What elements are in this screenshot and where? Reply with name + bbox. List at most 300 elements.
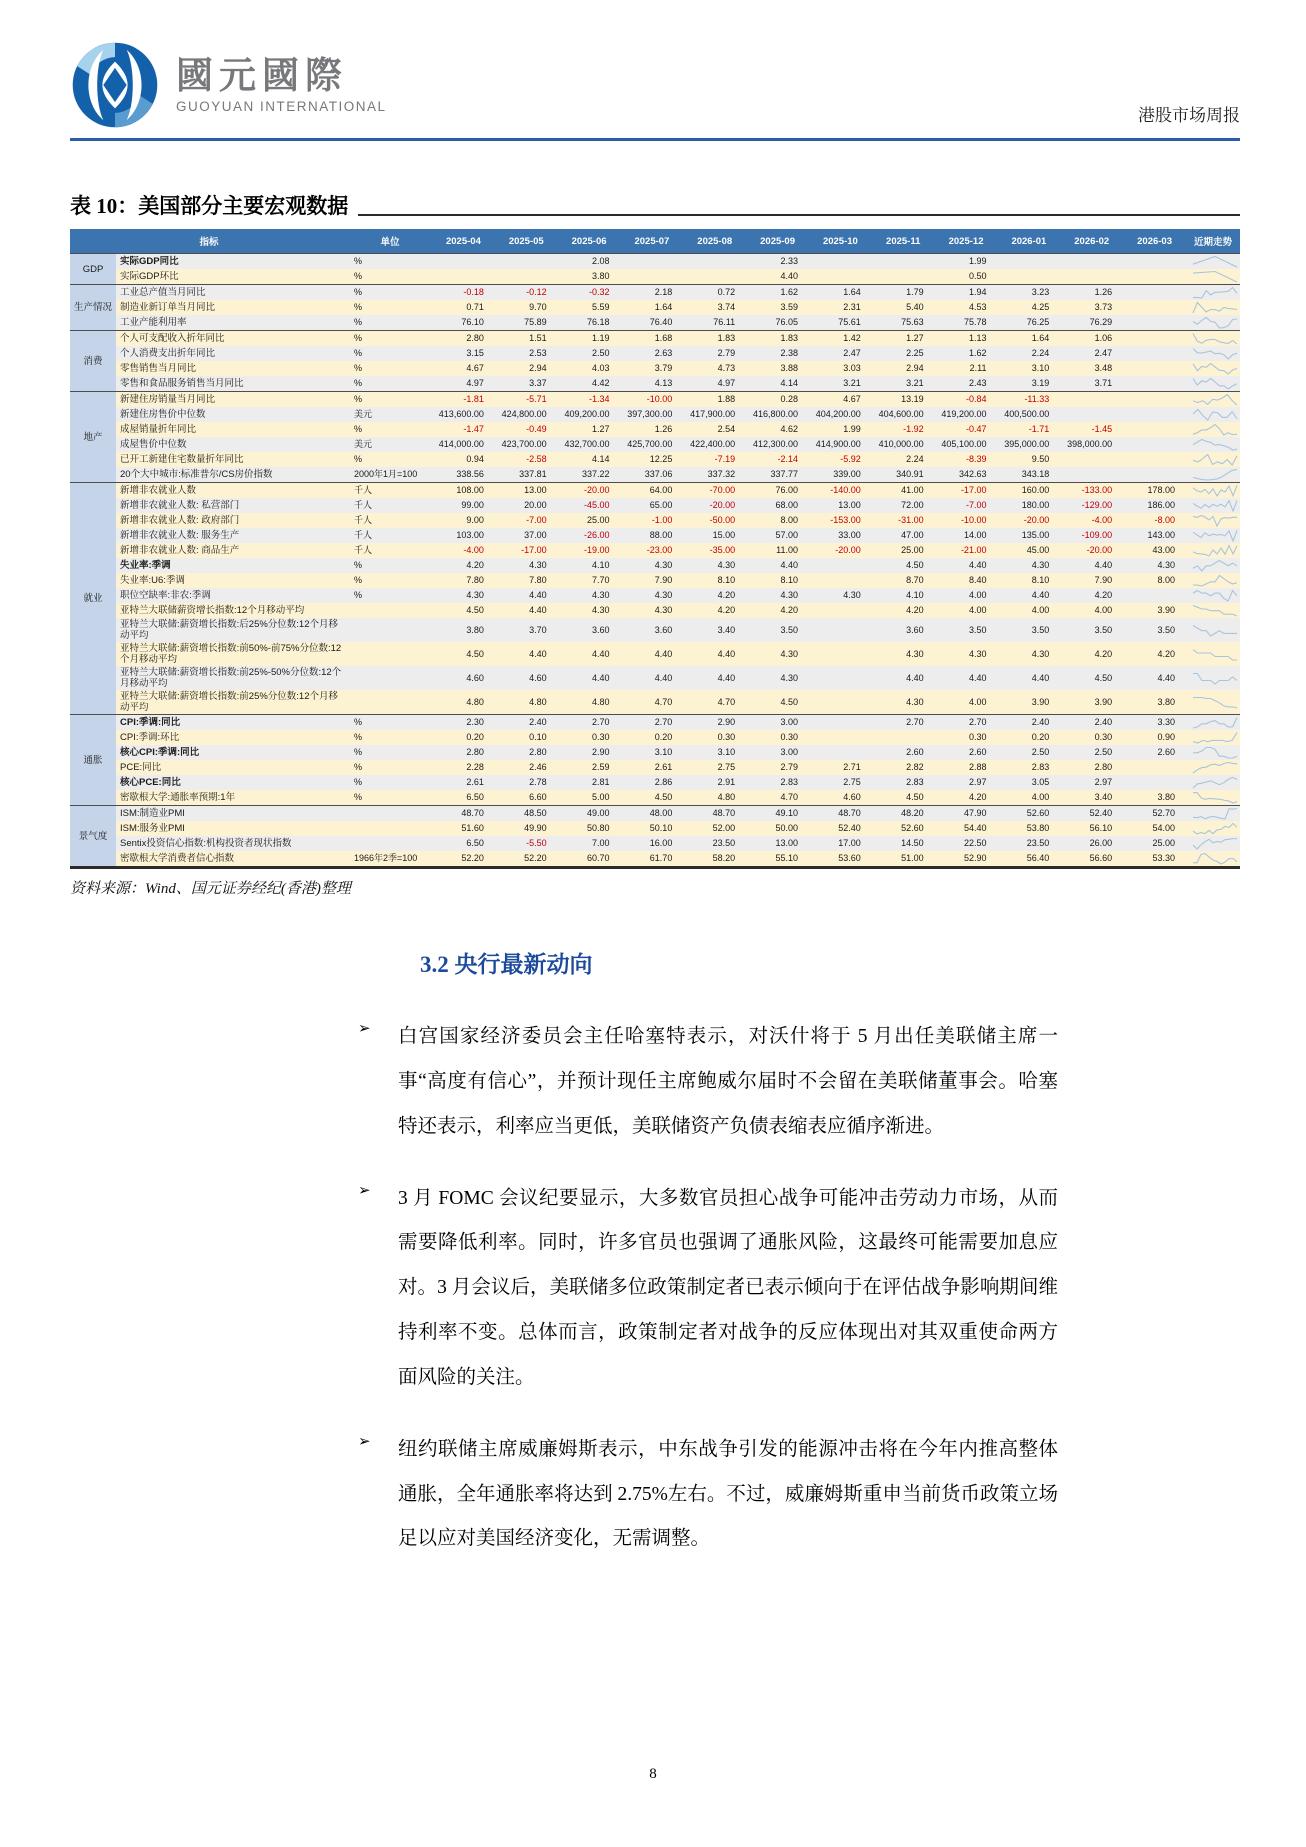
table-row [70, 361, 1240, 376]
brand-text [176, 56, 387, 115]
title-underline [358, 214, 1240, 216]
value-cell: 16.00 [621, 836, 684, 851]
column-header: 2025-10 [809, 229, 872, 254]
table-row [70, 558, 1240, 573]
value-cell: 76.00 [746, 483, 809, 499]
table-row [70, 760, 1240, 775]
value-cell: 4.00 [935, 690, 998, 715]
trend-sparkline [1192, 332, 1238, 345]
value-cell: 4.67 [809, 392, 872, 408]
value-cell: 186.00 [1123, 498, 1186, 513]
value-cell: 337.32 [683, 467, 746, 483]
value-cell [1123, 392, 1186, 408]
value-cell: -4.00 [1060, 513, 1123, 528]
value-cell: 3.30 [1123, 715, 1186, 731]
value-cell: 0.50 [935, 269, 998, 285]
value-cell: 2.71 [809, 760, 872, 775]
unit-cell: % [348, 376, 432, 392]
value-cell: 4.30 [432, 588, 495, 603]
value-cell: 4.60 [432, 666, 495, 690]
unit-cell: % [348, 760, 432, 775]
value-cell: -0.49 [495, 422, 558, 437]
value-cell: -133.00 [1060, 483, 1123, 499]
value-cell [1060, 467, 1123, 483]
value-cell: 1.64 [809, 285, 872, 301]
value-cell: 3.21 [809, 376, 872, 392]
sparkline-cell [1186, 836, 1240, 851]
value-cell: 4.00 [1060, 603, 1123, 618]
value-cell: 3.74 [683, 300, 746, 315]
value-cell: 25.00 [872, 543, 935, 558]
value-cell: 4.20 [935, 790, 998, 806]
table-row [70, 300, 1240, 315]
value-cell: 423,700.00 [495, 437, 558, 452]
trend-sparkline [1192, 837, 1238, 850]
sparkline-cell [1186, 392, 1240, 408]
value-cell: 4.00 [997, 790, 1060, 806]
value-cell: 414,000.00 [432, 437, 495, 452]
value-cell: 4.50 [1060, 666, 1123, 690]
value-cell [809, 666, 872, 690]
value-cell: 8.00 [1123, 573, 1186, 588]
unit-cell: % [348, 285, 432, 301]
trend-sparkline [1192, 761, 1238, 774]
table-row [70, 376, 1240, 392]
value-cell: 3.60 [621, 618, 684, 642]
value-cell: 160.00 [997, 483, 1060, 499]
value-cell: 53.60 [809, 851, 872, 868]
value-cell: 49.90 [495, 821, 558, 836]
value-cell: 20.00 [495, 498, 558, 513]
value-cell: 4.30 [1123, 558, 1186, 573]
sparkline-cell [1186, 806, 1240, 822]
trend-sparkline [1192, 377, 1238, 390]
trend-sparkline [1192, 453, 1238, 466]
value-cell: 7.90 [1060, 573, 1123, 588]
value-cell: 52.40 [809, 821, 872, 836]
unit-cell: % [348, 775, 432, 790]
value-cell: -17.00 [935, 483, 998, 499]
value-cell: 4.30 [746, 588, 809, 603]
value-cell: 25.00 [1123, 836, 1186, 851]
value-cell: 5.40 [872, 300, 935, 315]
unit-cell [348, 666, 432, 690]
indicator-cell: CPI:季调:同比 [116, 715, 348, 731]
trend-sparkline [1192, 807, 1238, 820]
value-cell [432, 254, 495, 270]
value-cell [809, 269, 872, 285]
value-cell [1123, 422, 1186, 437]
value-cell [809, 603, 872, 618]
value-cell: -1.45 [1060, 422, 1123, 437]
value-cell: 342.63 [935, 467, 998, 483]
value-cell: 7.70 [558, 573, 621, 588]
value-cell: 55.10 [746, 851, 809, 868]
company-logo [70, 40, 387, 130]
value-cell: 1.42 [809, 331, 872, 347]
indicator-cell: 个人可支配收入折年同比 [116, 331, 348, 347]
value-cell: 3.90 [1123, 603, 1186, 618]
value-cell: 337.22 [558, 467, 621, 483]
value-cell: 416,800.00 [746, 407, 809, 422]
value-cell: 4.60 [809, 790, 872, 806]
trend-sparkline [1192, 822, 1238, 835]
value-cell: 3.50 [1060, 618, 1123, 642]
indicator-cell: 20个大中城市:标准普尔/CS房价指数 [116, 467, 348, 483]
value-cell: 13.00 [495, 483, 558, 499]
value-cell: 4.40 [683, 666, 746, 690]
value-cell: 398,000.00 [1060, 437, 1123, 452]
page-header [70, 0, 1240, 130]
table-row [70, 467, 1240, 483]
value-cell: 0.20 [432, 730, 495, 745]
value-cell: 4.10 [558, 558, 621, 573]
value-cell: 5.00 [558, 790, 621, 806]
value-cell: 0.72 [683, 285, 746, 301]
trend-sparkline [1192, 559, 1238, 572]
value-cell: -35.00 [683, 543, 746, 558]
table-row [70, 851, 1240, 868]
value-cell: 432,700.00 [558, 437, 621, 452]
row-group-label: 通胀 [70, 715, 116, 806]
value-cell: 0.20 [997, 730, 1060, 745]
value-cell: 1.62 [746, 285, 809, 301]
value-cell: 405,100.00 [935, 437, 998, 452]
value-cell: 75.89 [495, 315, 558, 331]
indicator-cell: 密歇根大学消费者信心指数 [116, 851, 348, 868]
value-cell: 3.73 [1060, 300, 1123, 315]
indicator-cell: 实际GDP同比 [116, 254, 348, 270]
value-cell: 3.80 [1123, 690, 1186, 715]
value-cell: 3.59 [746, 300, 809, 315]
sparkline-cell [1186, 346, 1240, 361]
table-row [70, 528, 1240, 543]
value-cell: 2.40 [997, 715, 1060, 731]
value-cell: 1.83 [683, 331, 746, 347]
value-cell: 52.20 [432, 851, 495, 868]
indicator-cell: 失业率:季调 [116, 558, 348, 573]
value-cell: 2.43 [935, 376, 998, 392]
value-cell: 4.40 [935, 666, 998, 690]
sparkline-cell [1186, 483, 1240, 499]
value-cell: 4.50 [872, 790, 935, 806]
trend-sparkline [1192, 776, 1238, 789]
value-cell [809, 690, 872, 715]
table-row [70, 513, 1240, 528]
value-cell: 2.50 [1060, 745, 1123, 760]
value-cell: 417,900.00 [683, 407, 746, 422]
value-cell: 48.00 [621, 806, 684, 822]
value-cell: 3.80 [432, 618, 495, 642]
value-cell: -8.39 [935, 452, 998, 467]
value-cell: 3.05 [997, 775, 1060, 790]
unit-cell: % [348, 790, 432, 806]
value-cell: 4.30 [683, 558, 746, 573]
value-cell: 68.00 [746, 498, 809, 513]
indicator-cell: 失业率:U6:季调 [116, 573, 348, 588]
value-cell [809, 573, 872, 588]
unit-cell [348, 642, 432, 666]
indicator-cell: 新建住房售价中位数 [116, 407, 348, 422]
value-cell: 4.30 [809, 588, 872, 603]
value-cell: 50.00 [746, 821, 809, 836]
trend-sparkline [1192, 499, 1238, 512]
value-cell: 2.25 [872, 346, 935, 361]
value-cell [1123, 452, 1186, 467]
value-cell: 2.90 [558, 745, 621, 760]
value-cell: 8.10 [683, 573, 746, 588]
table-row [70, 285, 1240, 301]
value-cell: -8.00 [1123, 513, 1186, 528]
value-cell: 2.59 [558, 760, 621, 775]
value-cell: 2.30 [432, 715, 495, 731]
value-cell: 3.50 [746, 618, 809, 642]
value-cell: 76.25 [997, 315, 1060, 331]
trend-sparkline [1192, 624, 1238, 637]
row-group-label: 就业 [70, 483, 116, 715]
table-title-row [70, 190, 1240, 220]
trend-sparkline [1192, 270, 1238, 283]
value-cell [1123, 315, 1186, 331]
value-cell: 2.79 [683, 346, 746, 361]
value-cell: 2.91 [683, 775, 746, 790]
value-cell [1123, 346, 1186, 361]
value-cell: 2.28 [432, 760, 495, 775]
sparkline-cell [1186, 437, 1240, 452]
indicator-cell: 新增非农就业人数: 服务生产 [116, 528, 348, 543]
table-row [70, 392, 1240, 408]
unit-cell: % [348, 346, 432, 361]
value-cell: 4.50 [872, 558, 935, 573]
value-cell: 76.10 [432, 315, 495, 331]
value-cell: 1.06 [1060, 331, 1123, 347]
value-cell: 4.03 [558, 361, 621, 376]
value-cell [621, 269, 684, 285]
value-cell: 2.40 [1060, 715, 1123, 731]
value-cell [809, 642, 872, 666]
sparkline-cell [1186, 467, 1240, 483]
value-cell: 13.19 [872, 392, 935, 408]
value-cell: 76.11 [683, 315, 746, 331]
value-cell: 2.94 [872, 361, 935, 376]
value-cell: 4.20 [1123, 642, 1186, 666]
unit-cell: 2000年1月=100 [348, 467, 432, 483]
indicator-cell: Sentix投资信心指数:机构投资者现状指数 [116, 836, 348, 851]
value-cell [495, 254, 558, 270]
unit-cell [348, 836, 432, 851]
value-cell: 4.40 [746, 269, 809, 285]
value-cell: -20.00 [558, 483, 621, 499]
value-cell: 52.20 [495, 851, 558, 868]
value-cell: 0.10 [495, 730, 558, 745]
value-cell: -1.71 [997, 422, 1060, 437]
value-cell: 2.83 [997, 760, 1060, 775]
value-cell: 2.75 [683, 760, 746, 775]
value-cell: 37.00 [495, 528, 558, 543]
value-cell: 1.83 [746, 331, 809, 347]
value-cell: -11.33 [997, 392, 1060, 408]
value-cell: 13.00 [746, 836, 809, 851]
value-cell: -140.00 [809, 483, 872, 499]
value-cell: 2.53 [495, 346, 558, 361]
trend-sparkline [1192, 696, 1238, 709]
trend-sparkline [1192, 529, 1238, 542]
sparkline-cell [1186, 300, 1240, 315]
bullet-arrow-icon: ➢ [358, 1019, 371, 1037]
indicator-cell: 新增非农就业人数: 商品生产 [116, 543, 348, 558]
value-cell: 343.18 [997, 467, 1060, 483]
value-cell [997, 269, 1060, 285]
value-cell: 47.00 [872, 528, 935, 543]
value-cell: 33.00 [809, 528, 872, 543]
trend-sparkline [1192, 852, 1238, 865]
table-row [70, 437, 1240, 452]
value-cell: 4.50 [746, 690, 809, 715]
trend-sparkline [1192, 393, 1238, 406]
value-cell: 1.27 [872, 331, 935, 347]
value-cell: 339.00 [809, 467, 872, 483]
value-cell [1123, 407, 1186, 422]
value-cell: 2.60 [1123, 745, 1186, 760]
value-cell: 4.20 [746, 603, 809, 618]
value-cell: 76.05 [746, 315, 809, 331]
value-cell: 8.40 [935, 573, 998, 588]
value-cell: 2.08 [558, 254, 621, 270]
value-cell: 23.50 [997, 836, 1060, 851]
value-cell: 3.70 [495, 618, 558, 642]
value-cell: 4.50 [621, 790, 684, 806]
unit-cell: % [348, 730, 432, 745]
row-group-label: GDP [70, 254, 116, 285]
value-cell [872, 269, 935, 285]
value-cell: 6.60 [495, 790, 558, 806]
unit-cell: 千人 [348, 483, 432, 499]
value-cell: 48.70 [683, 806, 746, 822]
value-cell: 3.23 [997, 285, 1060, 301]
indicator-cell: 成屋销量折年同比 [116, 422, 348, 437]
value-cell: -0.47 [935, 422, 998, 437]
value-cell: 2.83 [872, 775, 935, 790]
value-cell: 57.00 [746, 528, 809, 543]
value-cell: 424,800.00 [495, 407, 558, 422]
trend-sparkline [1192, 423, 1238, 436]
value-cell: 4.30 [997, 642, 1060, 666]
unit-cell: % [348, 745, 432, 760]
value-cell: 48.70 [809, 806, 872, 822]
column-header: 2025-04 [432, 229, 495, 254]
value-cell [809, 558, 872, 573]
trend-sparkline [1192, 746, 1238, 759]
value-cell: -7.00 [935, 498, 998, 513]
value-cell: 4.30 [746, 666, 809, 690]
section-heading: 3.2 央行最新动向 [420, 952, 593, 977]
value-cell: 4.40 [495, 603, 558, 618]
value-cell: 108.00 [432, 483, 495, 499]
value-cell: 2.86 [621, 775, 684, 790]
sparkline-cell [1186, 618, 1240, 642]
unit-cell: % [348, 254, 432, 270]
value-cell: 4.40 [621, 642, 684, 666]
value-cell: 2.70 [872, 715, 935, 731]
value-cell: -45.00 [558, 498, 621, 513]
table-row [70, 543, 1240, 558]
value-cell: -17.00 [495, 543, 558, 558]
value-cell: -5.71 [495, 392, 558, 408]
value-cell: 7.80 [495, 573, 558, 588]
value-cell: 3.10 [683, 745, 746, 760]
indicator-cell: 核心CPI:季调:同比 [116, 745, 348, 760]
value-cell: 3.60 [872, 618, 935, 642]
value-cell: 4.73 [683, 361, 746, 376]
value-cell: 23.50 [683, 836, 746, 851]
value-cell [1123, 300, 1186, 315]
value-cell: 4.80 [558, 690, 621, 715]
source-note: 资料来源：Wind、国元证券经纪(香港)整理 [70, 881, 351, 897]
unit-cell: % [348, 269, 432, 285]
value-cell: -0.18 [432, 285, 495, 301]
value-cell: 1.64 [997, 331, 1060, 347]
table-row [70, 422, 1240, 437]
sparkline-cell [1186, 331, 1240, 347]
value-cell: 337.81 [495, 467, 558, 483]
value-cell: 4.20 [872, 603, 935, 618]
table-row [70, 821, 1240, 836]
sparkline-cell [1186, 361, 1240, 376]
indicator-cell: 零售和食品服务销售当月同比 [116, 376, 348, 392]
value-cell: 4.40 [558, 642, 621, 666]
value-cell: 3.10 [621, 745, 684, 760]
value-cell: 9.50 [997, 452, 1060, 467]
value-cell: 1.68 [621, 331, 684, 347]
value-cell: -7.19 [683, 452, 746, 467]
indicator-cell: 新增非农就业人数: 政府部门 [116, 513, 348, 528]
value-cell: 52.60 [997, 806, 1060, 822]
value-cell: 143.00 [1123, 528, 1186, 543]
value-cell: 3.00 [746, 745, 809, 760]
trend-sparkline [1192, 589, 1238, 602]
value-cell: 2.79 [746, 760, 809, 775]
value-cell: 48.20 [872, 806, 935, 822]
value-cell: 2.46 [495, 760, 558, 775]
value-cell: 3.21 [872, 376, 935, 392]
value-cell: 56.10 [1060, 821, 1123, 836]
value-cell: 337.06 [621, 467, 684, 483]
value-cell: 409,200.00 [558, 407, 621, 422]
value-cell: 52.70 [1123, 806, 1186, 822]
indicator-cell: 新增非农就业人数 [116, 483, 348, 499]
value-cell: 2.78 [495, 775, 558, 790]
header-divider [70, 138, 1240, 141]
value-cell [432, 269, 495, 285]
value-cell: 404,600.00 [872, 407, 935, 422]
value-cell: 338.56 [432, 467, 495, 483]
trend-sparkline [1192, 672, 1238, 685]
value-cell: 135.00 [997, 528, 1060, 543]
value-cell: 4.13 [621, 376, 684, 392]
value-cell: 0.30 [935, 730, 998, 745]
value-cell: 58.20 [683, 851, 746, 868]
value-cell: -1.00 [621, 513, 684, 528]
value-cell: -10.00 [935, 513, 998, 528]
value-cell: 337.77 [746, 467, 809, 483]
value-cell: 4.00 [997, 603, 1060, 618]
value-cell: 0.94 [432, 452, 495, 467]
value-cell: 2.60 [872, 745, 935, 760]
value-cell: 2.60 [935, 745, 998, 760]
row-group-label: 生产情况 [70, 285, 116, 331]
value-cell: 3.88 [746, 361, 809, 376]
value-cell: 4.80 [683, 790, 746, 806]
